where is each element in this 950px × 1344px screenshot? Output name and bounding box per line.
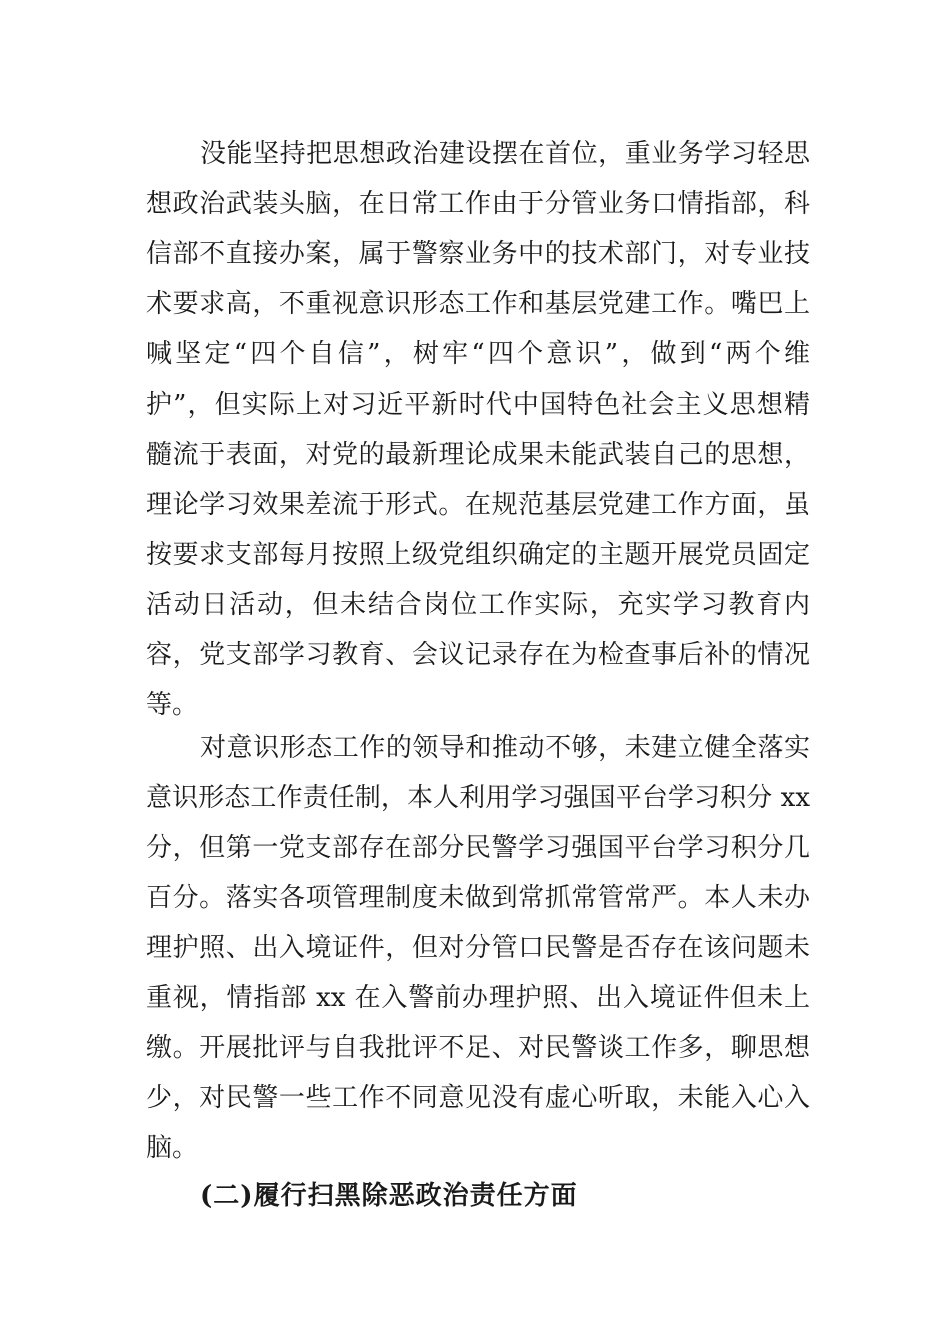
paragraph-line: 没能坚持把思想政治建设摆在首位，重业务学习轻思	[200, 139, 810, 169]
paragraph-line: 分，但第一党支部存在部分民警学习强国平台学习积分几	[146, 833, 810, 863]
paragraph-line: 百分。落实各项管理制度未做到常抓常管常严。本人未办	[146, 883, 810, 913]
paragraph-line: 理护照、出入境证件，但对分管口民警是否存在该问题未	[146, 933, 810, 963]
paragraph-line: 髓流于表面，对党的最新理论成果未能武装自己的思想，	[146, 440, 810, 470]
paragraph-line: 少，对民警一些工作不同意见没有虚心听取，未能入心入	[146, 1083, 810, 1113]
paragraph-line: 等。	[146, 690, 199, 720]
paragraph-line: 重视，情指部 xx 在入警前办理护照、出入境证件但未上	[146, 983, 810, 1013]
paragraph-line: 护”，但实际上对习近平新时代中国特色社会主义思想精	[146, 390, 810, 420]
paragraph-line: 意识形态工作责任制，本人利用学习强国平台学习积分 xx	[146, 783, 810, 813]
paragraph-line: 信部不直接办案，属于警察业务中的技术部门，对专业技	[146, 239, 810, 269]
paragraph-line: 喊坚定“四个自信”，树牢“四个意识”，做到“两个维	[146, 339, 810, 369]
paragraph-line: 脑。	[146, 1133, 199, 1163]
paragraph-line: 容，党支部学习教育、会议记录存在为检查事后补的情况	[146, 640, 810, 670]
paragraph-line: 理论学习效果差流于形式。在规范基层党建工作方面，虽	[146, 490, 810, 520]
paragraph-line: 术要求高，不重视意识形态工作和基层党建工作。嘴巴上	[146, 289, 810, 319]
paragraph-line: 活动日活动，但未结合岗位工作实际，充实学习教育内	[146, 590, 810, 620]
paragraph-line: 缴。开展批评与自我批评不足、对民警谈工作多，聊思想	[146, 1033, 810, 1063]
paragraph-line: 按要求支部每月按照上级党组织确定的主题开展党员固定	[146, 540, 810, 570]
paragraph-line: 对意识形态工作的领导和推动不够，未建立健全落实	[200, 733, 810, 763]
section-heading: (二)履行扫黑除恶政治责任方面	[200, 1181, 578, 1211]
paragraph-line: 想政治武装头脑，在日常工作由于分管业务口情指部，科	[146, 189, 810, 219]
